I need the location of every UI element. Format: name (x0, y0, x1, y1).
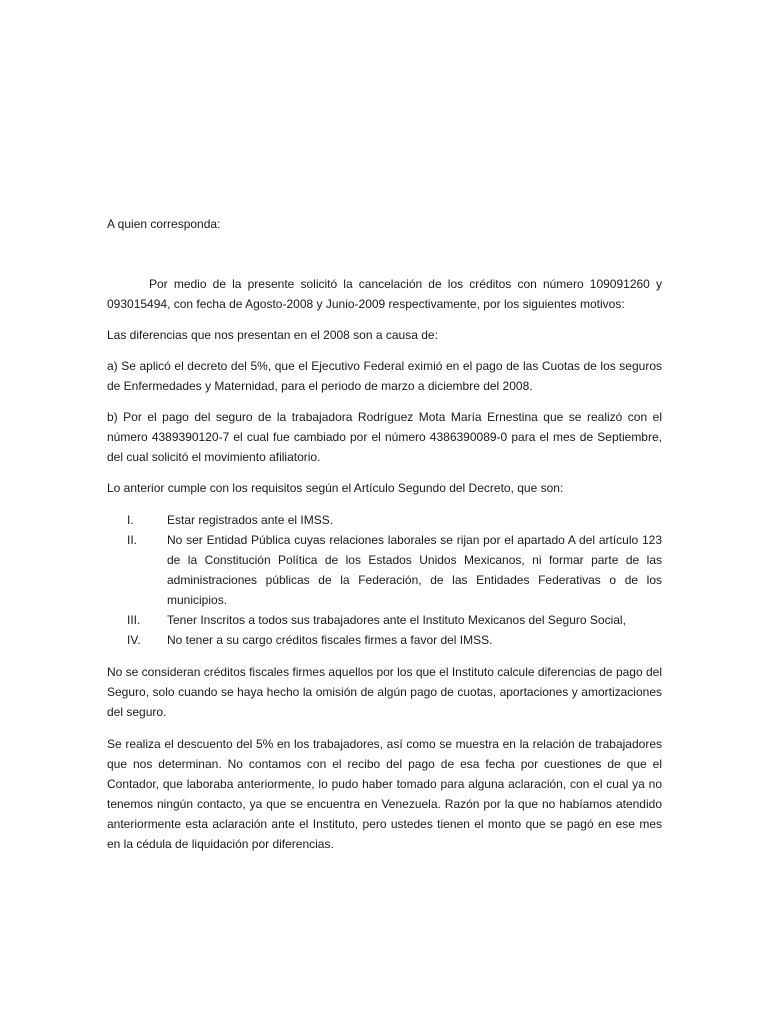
letter-body (107, 214, 662, 854)
requirements-list (107, 510, 662, 650)
reason-b-paragraph: b) Por el pago del seguro de la trabajadora Rodríguez Mota María Ernestina que se realizó con el número 4389390120-7 el cual fue cambiado por el número 4386390089-0 para el mes de Septiembre, del cual solicitó el movimiento afiliatorio. (107, 410, 662, 464)
firm-credits-paragraph: No se consideran créditos fiscales firmes aquellos por los que el Instituto calcule diferencias de pago del Seguro, solo cuando se haya hecho la omisión de algún pago de cuotas, aportaciones y amortizaciones del seguro. (107, 665, 662, 719)
salutation: A quien corresponda: (107, 217, 221, 231)
reason-a-paragraph: a) Se aplicó el decreto del 5%, que el Ejecutivo Federal eximió en el pago de las Cuotas de los seguros de Enfermedades y Maternidad, para el periodo de marzo a diciembre del 2008. (107, 359, 662, 393)
differences-intro-paragraph: Las diferencias que nos presentan en el 2008 son a causa de: (107, 328, 438, 342)
requirements-intro-paragraph: Lo anterior cumple con los requisitos según el Artículo Segundo del Decreto, que son: (107, 481, 564, 495)
list-item (107, 630, 662, 650)
list-numeral: III. (127, 613, 141, 627)
list-item (107, 510, 662, 530)
list-item-text: No tener a su cargo créditos fiscales firmes a favor del IMSS. (167, 633, 493, 647)
discount-explanation-paragraph: Se realiza el descuento del 5% en los trabajadores, así como se muestra en la relación de trabajadores que nos determinan. No contamos con el recibo del pago de esa fecha por cuestiones de que el Contador, que laboraba anteriormente, lo pudo haber tomado para alguna aclaración, con el cual ya no tenemos ningún contacto, ya que se encuentra en Venezuela. Razón por la que no habíamos atendido anteriormente esta aclaración ante el Instituto, pero ustedes tienen el monto que se pagó en ese mes en la cédula de liquidación por diferencias. (107, 737, 662, 851)
list-numeral: I. (127, 513, 134, 527)
list-numeral: IV. (127, 633, 141, 647)
list-numeral: II. (127, 533, 138, 547)
list-item-text: No ser Entidad Pública cuyas relaciones laborales se rijan por el apartado A del artículo 123 de la Constitución Política de los Estados Unidos Mexicanos, ni formar parte de las administraciones públicas de la Federación, de las Entidades Federativas o de los municipios. (167, 533, 662, 607)
list-item-text: Estar registrados ante el IMSS. (167, 513, 334, 527)
list-item-text: Tener Inscritos a todos sus trabajadores ante el Instituto Mexicanos del Seguro Social, (167, 613, 626, 627)
list-item (107, 530, 662, 610)
opening-paragraph: Por medio de la presente solicitó la cancelación de los créditos con número 109091260 y 093015494, con fecha de Agosto-2008 y Junio-2009 respectivamente, por los siguientes motivos: (107, 277, 662, 311)
list-item (107, 610, 662, 630)
